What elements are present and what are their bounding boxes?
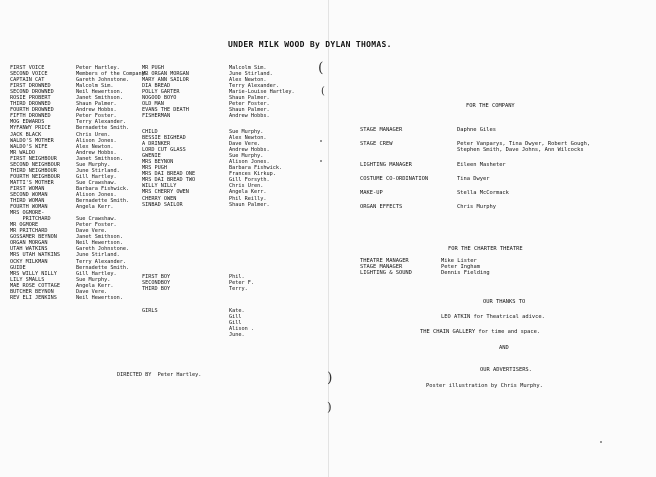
role-name: THIRD NEIGHBOUR	[10, 167, 57, 174]
actor-name: Alison .	[229, 326, 254, 333]
actor-name: Chris Uren.	[76, 131, 111, 138]
credit-name: Stella McCormack	[457, 190, 509, 197]
cast-row	[10, 295, 148, 301]
role-name: THIRD DROWNED	[10, 101, 51, 108]
actor-name: Neil Hewertson.	[76, 240, 123, 247]
actor-name: Gill Forsyth.	[229, 177, 270, 184]
role-name: DIA BREAD	[142, 83, 171, 90]
cast-row	[142, 286, 254, 292]
credit-role: STAGE CREW	[360, 141, 393, 148]
role-name: MYFANWY PRICE	[10, 125, 51, 132]
actor-name: Malcolm Sim.	[76, 83, 114, 90]
actor-name: Frances Kirkup.	[229, 171, 276, 178]
actor-name: Gill	[229, 314, 242, 321]
cast-list-middle-a	[142, 65, 295, 119]
actor-name: Peter Hartley.	[76, 65, 120, 71]
actor-name: Peter Foster.	[229, 101, 270, 108]
role-name: MR WALDO	[10, 149, 35, 156]
role-name: FOURTH WOMAN	[10, 204, 48, 211]
actor-name: June Stirland.	[76, 252, 120, 259]
role-name: MRS WILLY NILLY	[10, 270, 57, 277]
role-name: SINBAD SAILOR	[142, 201, 183, 208]
role-name: LILY SMALLS	[10, 276, 45, 283]
role-name: MOG EDWARDS	[10, 119, 45, 126]
actor-name: Barbara Fishwick.	[76, 185, 130, 192]
role-name: GIRLS	[142, 308, 158, 314]
actor-name: Gareth Johnstone.	[76, 246, 130, 253]
actor-name: Malcolm Sim.	[229, 65, 267, 71]
actor-name: Sue Murphy.	[229, 153, 264, 160]
actor-name: June.	[229, 332, 245, 339]
actor-name: Alison Jones.	[229, 159, 270, 166]
actor-name: Members of the Company.	[76, 71, 148, 78]
actor-name: Alex Newton.	[229, 77, 267, 84]
actor-name: Gill Hartley.	[76, 270, 117, 277]
role-name: WALDO'S WIFE	[10, 143, 48, 150]
role-name: THIRD BOY	[142, 286, 171, 293]
actor-name: Alex Newton.	[229, 135, 267, 142]
role-name: MARY ANN SAILOR	[142, 77, 189, 84]
role-name: SECONDBOY	[142, 280, 171, 287]
role-name: SECOND VOICE	[10, 71, 48, 78]
actor-name: Alison Jones.	[76, 137, 117, 144]
role-name: WILLY NILLY	[142, 183, 177, 190]
thanks-line-3: OUR ADVERTISERS.	[480, 367, 532, 373]
actor-name: Janet Smithson.	[76, 95, 123, 102]
role-name: MRS OGMORE-	[10, 210, 45, 217]
credit-role: LIGHTING MANAGER	[360, 161, 412, 168]
thanks-line-2: THE CHAIN GALLERY for time and space.	[420, 329, 541, 335]
credit-name: Dennis Fielding	[441, 270, 490, 277]
actor-name: Shaun Palmer.	[229, 107, 270, 114]
actor-name: Janet Smithson.	[76, 234, 123, 241]
role-name: UTAH WATKINS	[10, 246, 48, 253]
role-name: MRS DAI BREAD ONE	[142, 171, 196, 178]
actor-name: Sue Murphy.	[76, 276, 111, 283]
actor-name: Terry Alexander.	[76, 119, 126, 126]
actor-name: Dave Vere.	[229, 141, 261, 148]
actor-name: Marie-Louise Hartley.	[229, 89, 295, 96]
page-title: UNDER MILK WOOD By DYLAN THOMAS.	[228, 40, 392, 49]
cast-list-middle-b	[142, 129, 282, 208]
actor-name: Bernadette Smith.	[76, 264, 130, 271]
role-name: CHILD	[142, 129, 158, 135]
actor-name: Terry Alexander.	[76, 258, 126, 265]
actor-name: Alison Jones.	[76, 191, 117, 198]
actor-name: Andrew Hobbs.	[229, 113, 270, 120]
credit-name: Tina Dwyer	[457, 175, 490, 182]
role-name: FIRST BOY	[142, 274, 171, 280]
role-name: FIRST NEIGHBOUR	[10, 155, 57, 162]
role-name: PRITCHARD	[10, 216, 51, 223]
role-name: THIRD WOMAN	[10, 198, 45, 205]
actor-name: Angela Kerr.	[76, 204, 114, 211]
credit-name: Peter Vanparys, Tina Dwyer, Robert Gough,	[457, 141, 591, 148]
role-name: POLLY GARTER	[142, 89, 180, 96]
credit-row	[360, 270, 490, 276]
actor-name: Sue Crawshaw.	[76, 216, 117, 223]
actor-name: Shaun Palmer.	[229, 95, 270, 102]
actor-name: Peter Foster.	[76, 113, 117, 120]
role-name: FIRST WOMAN	[10, 185, 45, 192]
role-name: GWENIE	[142, 153, 161, 160]
cast-list-middle-d	[142, 308, 254, 338]
role-name: LORD CUT GLASS	[142, 147, 186, 154]
role-name: NOGOOD BOYO	[142, 95, 177, 102]
credit-row	[360, 147, 590, 153]
role-name: ROSIE PROBERT	[10, 95, 51, 102]
actor-name: Andrew Hobbs.	[76, 149, 117, 156]
company-heading: FOR THE COMPANY	[466, 103, 515, 109]
role-name: FISHERMAN	[142, 113, 171, 120]
actor-name: Terry Alexander.	[229, 83, 279, 90]
actor-name: Dave Vere.	[76, 228, 108, 235]
credit-role: COSTUME CO-ORDINATION	[360, 175, 429, 182]
actor-name: Angela Kerr.	[76, 282, 114, 289]
role-name: FIFTH DROWNED	[10, 113, 51, 120]
credit-role: STAGE MANAGER	[360, 264, 403, 271]
actor-name: Barbara Fishwick.	[229, 165, 283, 172]
credit-role: ORGAN EFFECTS	[360, 204, 403, 211]
role-name: FIRST VOICE	[10, 65, 45, 71]
role-name: GUIDE	[10, 264, 26, 271]
thanks-and: AND	[499, 345, 509, 351]
cast-row	[142, 113, 295, 119]
credit-role: STAGE MANAGER	[360, 127, 403, 133]
role-name: MRS UTAH WATKINS	[10, 252, 60, 259]
bracket-mark-4: )	[327, 400, 332, 414]
role-name: SECOND NEIGHBOUR	[10, 161, 60, 168]
actor-name: Shaun Palmer.	[229, 201, 270, 208]
speck	[320, 160, 322, 162]
company-credits	[360, 127, 590, 218]
actor-name: Andrew Hobbs.	[229, 147, 270, 154]
role-name: MRS PUGH	[142, 165, 167, 172]
role-name: REV ELI JENKINS	[10, 294, 57, 301]
actor-name: Janet Smithson.	[76, 155, 123, 162]
credit-role: THEATRE MANAGER	[360, 258, 409, 264]
bracket-mark-2: (	[321, 86, 325, 97]
actor-name: June Stirland.	[76, 167, 120, 174]
role-name: MRS BEYNON	[142, 159, 174, 166]
role-name: MRS DAI BREAD TWO	[142, 177, 196, 184]
directed-by: DIRECTED BY Peter Hartley.	[117, 372, 202, 378]
role-name: CHERRY OWEN	[142, 195, 177, 202]
actor-name: Terry.	[229, 286, 248, 293]
actor-name: June Stirland.	[229, 71, 273, 78]
role-name: MR ORGAN MORGAN	[142, 71, 189, 78]
cast-list-left	[10, 65, 148, 301]
actor-name: Angela Kerr.	[229, 189, 267, 196]
actor-name: Gill Hartley.	[76, 173, 117, 180]
cast-row	[142, 332, 254, 338]
role-name: FOURTH DROWNED	[10, 107, 54, 114]
actor-name: Neil Hewertson.	[76, 294, 123, 301]
actor-name: Kate.	[229, 308, 245, 314]
actor-name: Peter Foster.	[76, 222, 117, 229]
actor-name: Chris Uren.	[229, 183, 264, 190]
role-name: MATTI'S MOTHER	[10, 179, 54, 186]
role-name: OCKY MILKMAN	[10, 258, 48, 265]
role-name: MR PRITCHARD	[10, 228, 48, 235]
actor-name: Gill	[229, 320, 242, 327]
role-name: OLD MAN	[142, 101, 164, 108]
charter-credits	[360, 258, 490, 277]
role-name: ORGAN MORGAN	[10, 240, 48, 247]
role-name: MR OGMORE	[10, 222, 39, 229]
charter-heading: FOR THE CHARTER THEATRE	[448, 246, 523, 252]
bracket-mark-3: )	[327, 370, 333, 386]
role-name: JACK BLACK	[10, 131, 42, 138]
role-name: FOURTH NEIGHBOUR	[10, 173, 60, 180]
actor-name: Phil.	[229, 274, 245, 280]
role-name: SECOND DROWNED	[10, 89, 54, 96]
actor-name: Alex Newton.	[76, 143, 114, 150]
role-name: BUTCHER BEYNON	[10, 288, 54, 295]
actor-name: Sue Crawshaw.	[76, 179, 117, 186]
role-name: BESSIE BIGHEAD	[142, 135, 186, 142]
cast-list-middle-c	[142, 274, 254, 292]
cast-row	[142, 202, 282, 208]
actor-name: Bernadette Smith.	[76, 125, 130, 132]
role-name: WALDO'S MOTHER	[10, 137, 54, 144]
role-name: MR PUGH	[142, 65, 164, 71]
bracket-mark-1: (	[318, 60, 324, 76]
thanks-heading: OUR THANKS TO	[483, 299, 526, 305]
actor-name: Bernadette Smith.	[76, 198, 130, 205]
credit-role: LIGHTING & SOUND	[360, 270, 412, 277]
role-name: CAPTAIN CAT	[10, 77, 45, 84]
actor-name: Shaun Palmer.	[76, 101, 117, 108]
credit-name: Eileen Masheter	[457, 161, 506, 168]
role-name: A DRINKER	[142, 141, 171, 148]
credit-name: Daphne Giles	[457, 127, 496, 133]
actor-name: Phil Reilly.	[229, 195, 267, 202]
speck	[320, 140, 322, 142]
role-name: EVANS THE DEATH	[142, 107, 189, 114]
role-name: MAE ROSE COTTAGE	[10, 282, 60, 289]
credit-name: Mike Lister	[441, 258, 477, 264]
speck	[600, 441, 602, 443]
role-name: SECOND WOMAN	[10, 191, 48, 198]
actor-name: Sue Murphy.	[76, 161, 111, 168]
credit-role: MAKE-UP	[360, 190, 383, 197]
role-name: MRS CHERRY OWEN	[142, 189, 189, 196]
actor-name: Andrew Hobbs.	[76, 107, 117, 114]
credit-name: Peter Ingham	[441, 264, 480, 271]
credit-name: Chris Murphy	[457, 204, 496, 211]
actor-name: Sue Murphy.	[229, 129, 264, 135]
actor-name: Gareth Johnstone.	[76, 77, 130, 84]
credit-name: Stephen Smith, Dave Johns, Ann Wilcocks	[457, 147, 584, 154]
actor-name: Peter F.	[229, 280, 254, 287]
actor-name: Dave Vere.	[76, 288, 108, 295]
thanks-line-1: LEO ATKIN for Theatrical adivce.	[441, 314, 545, 320]
actor-name: Neil Hewertson.	[76, 89, 123, 96]
role-name: FIRST DROWNED	[10, 83, 51, 90]
role-name: GOSSAMER BEYNON	[10, 234, 57, 241]
poster-credit: Poster illustration by Chris Murphy.	[426, 383, 543, 389]
